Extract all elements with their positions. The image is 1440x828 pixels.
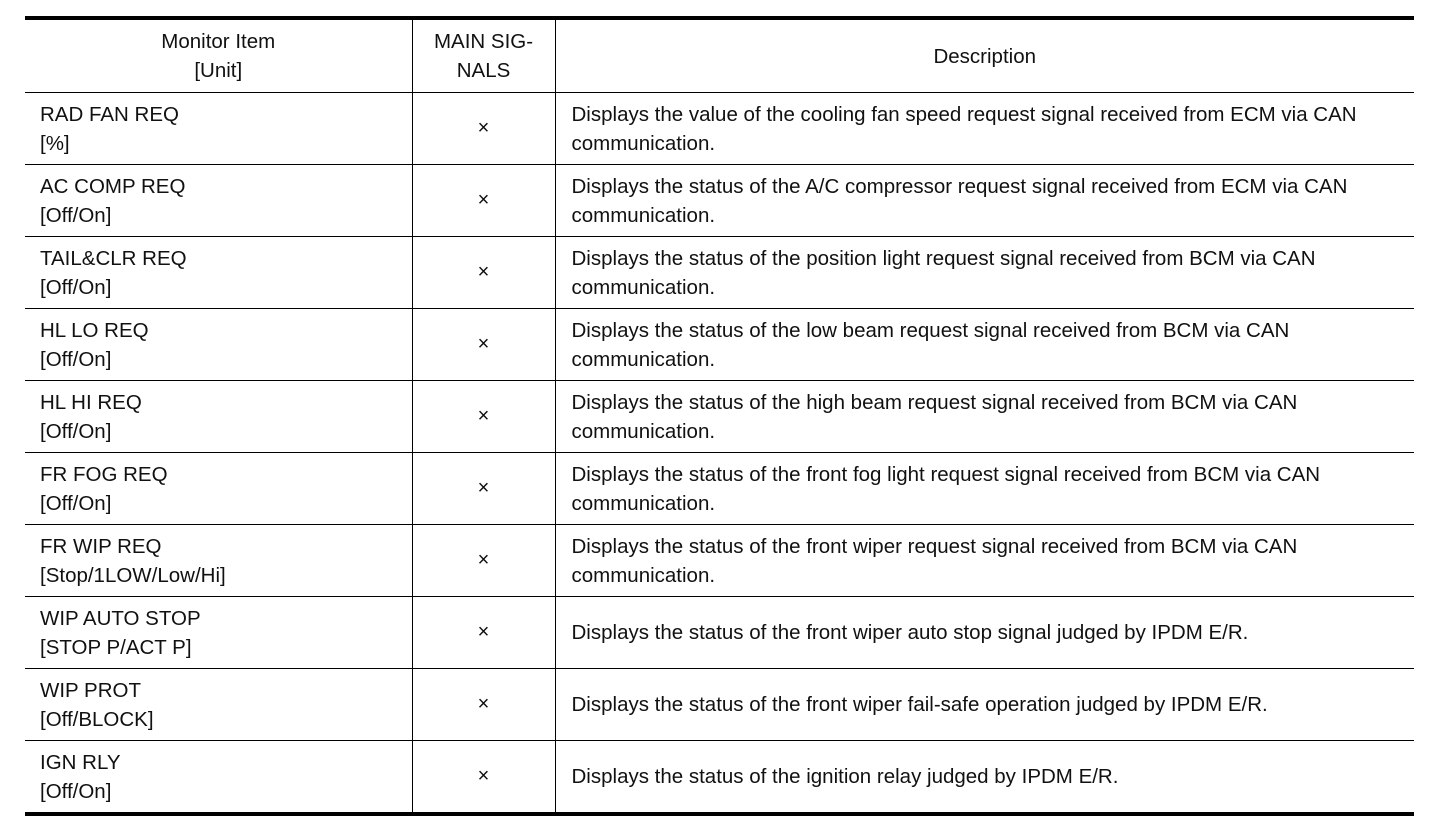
monitor-item-cell [25,237,412,309]
table-row [25,237,1414,309]
monitor-item-cell [25,309,412,381]
monitor-item-cell [25,453,412,525]
monitor-item-name: FR FOG REQ [40,462,168,486]
header-description: Description [555,18,1414,93]
description-cell: Displays the status of the high beam request signal received from BCM via CAN communication. [555,381,1414,453]
main-signal-mark: × [412,165,555,237]
monitor-item-unit: [STOP P/ACT P] [40,635,192,659]
monitor-item-cell [25,669,412,741]
table-header-row [25,18,1414,93]
monitor-item-cell [25,93,412,165]
description-cell: Displays the status of the front wiper auto stop signal judged by IPDM E/R. [555,597,1414,669]
monitor-item-unit: [Off/BLOCK] [40,707,154,731]
monitor-item-table-container [25,16,1414,816]
description-cell: Displays the value of the cooling fan speed request signal received from ECM via CAN communication. [555,93,1414,165]
monitor-item-cell [25,525,412,597]
table-row [25,381,1414,453]
monitor-item-unit: [Stop/1LOW/Low/Hi] [40,563,226,587]
table-row [25,165,1414,237]
description-cell: Displays the status of the front fog light request signal received from BCM via CAN communication. [555,453,1414,525]
main-signal-mark: × [412,237,555,309]
main-signal-mark: × [412,597,555,669]
table-row [25,453,1414,525]
main-signal-mark: × [412,669,555,741]
main-signal-mark: × [412,525,555,597]
description-cell: Displays the status of the front wiper fail-safe operation judged by IPDM E/R. [555,669,1414,741]
main-signal-mark: × [412,309,555,381]
monitor-item-unit: [Off/On] [40,203,112,227]
monitor-item-name: AC COMP REQ [40,174,186,198]
monitor-item-unit: [Off/On] [40,275,112,299]
monitor-item-unit: [Off/On] [40,419,112,443]
monitor-item-name: RAD FAN REQ [40,102,179,126]
description-cell: Displays the status of the front wiper request signal received from BCM via CAN communication. [555,525,1414,597]
main-signal-mark: × [412,93,555,165]
monitor-item-name: IGN RLY [40,750,121,774]
description-cell: Displays the status of the ignition relay judged by IPDM E/R. [571,765,1119,788]
monitor-item-table [25,16,1414,816]
monitor-item-unit: [Off/On] [40,779,112,803]
description-cell: Displays the status of the low beam request signal received from BCM via CAN communication. [555,309,1414,381]
header-monitor-item-unit: [Unit] [194,59,243,82]
main-signal-mark: × [412,453,555,525]
header-monitor-item [25,18,412,93]
monitor-item-unit: [%] [40,131,70,155]
table-row [25,525,1414,597]
header-main-signals-line-2: NALS [456,59,511,82]
table-row [25,741,1414,815]
monitor-item-name: HL HI REQ [40,390,142,414]
description-cell: Displays the status of the A/C compressor request signal received from ECM via CAN communication. [555,165,1414,237]
monitor-item-name: HL LO REQ [40,318,149,342]
monitor-item-name: FR WIP REQ [40,534,162,558]
table-row [25,669,1414,741]
table-row [25,309,1414,381]
main-signal-mark: × [412,741,555,815]
monitor-item-cell [25,381,412,453]
monitor-item-name: WIP AUTO STOP [40,606,201,630]
description-cell: Displays the status of the position light request signal received from BCM via CAN communication. [555,237,1414,309]
main-signal-mark: × [412,381,555,453]
header-main-signals-line-1: MAIN SIG- [433,30,534,53]
header-main-signals [412,18,555,93]
monitor-item-cell [25,741,412,815]
header-monitor-item-label: Monitor Item [161,30,276,53]
monitor-item-name: WIP PROT [40,678,141,702]
monitor-item-name: TAIL&CLR REQ [40,246,187,270]
monitor-item-unit: [Off/On] [40,347,112,371]
monitor-item-cell [25,597,412,669]
monitor-item-cell [25,165,412,237]
monitor-item-unit: [Off/On] [40,491,112,515]
table-row [25,597,1414,669]
table-row [25,93,1414,165]
